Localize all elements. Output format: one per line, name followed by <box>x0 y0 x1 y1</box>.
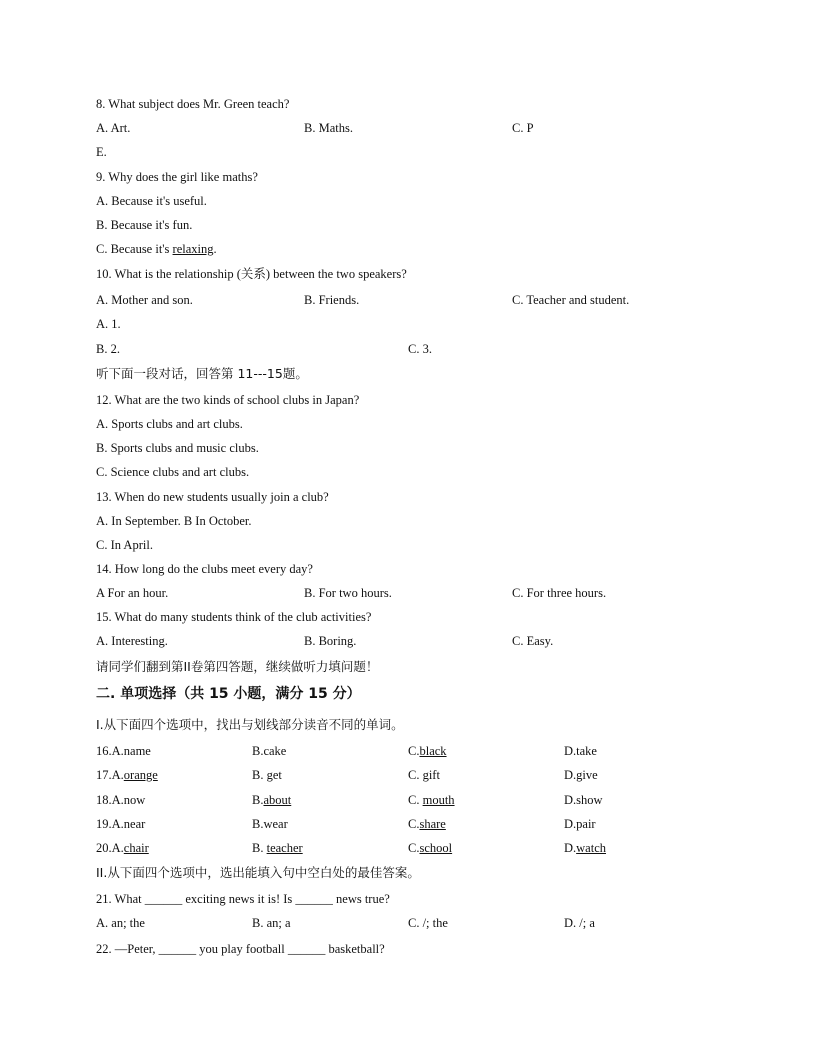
q17-option-c: C. gift <box>408 768 440 782</box>
q9-option-b: B. Because it's fun. <box>96 218 193 232</box>
question-12: 12. What are the two kinds of school clubs in Japan? <box>96 393 360 407</box>
q18-option-b: B.about <box>252 793 292 807</box>
underlined-word: teacher <box>266 841 303 855</box>
q12-option-a: A. Sports clubs and art clubs. <box>96 417 243 431</box>
q20-option-d: D.watch <box>564 841 607 855</box>
q16-option-a: 16.A.name <box>96 744 151 758</box>
underlined-word: mouth <box>422 793 455 807</box>
q15-option-a: A. Interesting. <box>96 634 168 648</box>
q10-option-a: A. Mother and son. <box>96 293 193 307</box>
underlined-word: about <box>263 793 292 807</box>
listening-instruction: 听下面一段对话，回答第 11---15题。 <box>96 366 308 381</box>
q21-option-b: B. an; a <box>252 916 291 930</box>
q13-option-c: C. In April. <box>96 538 153 552</box>
q10-option-b: B. Friends. <box>304 293 360 307</box>
question-14: 14. How long do the clubs meet every day? <box>96 562 313 576</box>
turn-page-instruction: 请同学们翻到第II卷第四答题，继续做听力填问题！ <box>96 659 379 674</box>
q8-option-b: B. Maths. <box>304 121 353 135</box>
q21-option-c: C. /; the <box>408 916 448 930</box>
q16-option-d: D.take <box>564 744 597 758</box>
q15-option-c: C. Easy. <box>512 634 554 648</box>
underlined-word: watch <box>576 841 607 855</box>
part-2-instruction: II.从下面四个选项中，选出能填入句中空白处的最佳答案。 <box>96 865 420 880</box>
q14-option-c: C. For three hours. <box>512 586 607 600</box>
q10-option-c: C. Teacher and student. <box>512 293 630 307</box>
q18-option-a: 18.A.now <box>96 793 146 807</box>
q11-option-b: B. 2. <box>96 342 120 356</box>
section-2-heading: 二. 单项选择（共 15 小题，满分 15 分） <box>96 686 361 702</box>
q18-option-c: C. mouth <box>408 793 455 807</box>
q17-option-a: 17.A.orange <box>96 768 158 782</box>
underlined-word: share <box>419 817 446 831</box>
q12-option-c: C. Science clubs and art clubs. <box>96 465 250 479</box>
part-1-instruction: I.从下面四个选项中，找出与划线部分读音不同的单词。 <box>96 717 404 732</box>
q17-option-d: D.give <box>564 768 598 782</box>
underlined-word: orange <box>123 768 158 782</box>
underlined-word: chair <box>123 841 149 855</box>
q17-option-b: B. get <box>252 768 282 782</box>
q16-option-b: B.cake <box>252 744 287 758</box>
q16-option-c: C.black <box>408 744 447 758</box>
q20-option-a: 20.A.chair <box>96 841 149 855</box>
q19-option-c: C.share <box>408 817 446 831</box>
q14-option-a: A For an hour. <box>96 586 169 600</box>
question-15: 15. What do many students think of the club activities? <box>96 610 372 624</box>
q8-option-a: A. Art. <box>96 121 131 135</box>
q20-option-b: B. teacher <box>252 841 303 855</box>
q11-option-c: C. 3. <box>408 342 432 356</box>
q8-option-c: C. P <box>512 121 534 135</box>
q20-option-c: C.school <box>408 841 453 855</box>
q9-option-c: C. Because it's relaxing. <box>96 242 217 256</box>
q21-option-d: D. /; a <box>564 916 595 930</box>
q21-option-a: A. an; the <box>96 916 145 930</box>
question-22: 22. —Peter, ______ you play football ______ basketball? <box>96 942 385 956</box>
q12-option-b: B. Sports clubs and music clubs. <box>96 441 259 455</box>
q19-option-b: B.wear <box>252 817 288 831</box>
underlined-word: school <box>419 841 453 855</box>
q18-option-d: D.show <box>564 793 603 807</box>
q19-option-a: 19.A.near <box>96 817 146 831</box>
underlined-word: relaxing <box>172 242 214 256</box>
q15-option-b: B. Boring. <box>304 634 357 648</box>
q13-options-ab: A. In September. B In October. <box>96 514 252 528</box>
q9-option-a: A. Because it's useful. <box>96 194 207 208</box>
q14-option-b: B. For two hours. <box>304 586 392 600</box>
question-9: 9. Why does the girl like maths? <box>96 170 258 184</box>
q19-option-d: D.pair <box>564 817 596 831</box>
question-21: 21. What ______ exciting news it is! Is ______ news true? <box>96 892 390 906</box>
question-13: 13. When do new students usually join a club? <box>96 490 329 504</box>
question-8: 8. What subject does Mr. Green teach? <box>96 97 290 111</box>
q8-option-c-cont: E. <box>96 145 107 159</box>
q11-option-a: A. 1. <box>96 317 121 331</box>
question-10: 10. What is the relationship (关系) between the two speakers? <box>96 267 407 281</box>
underlined-word: black <box>419 744 447 758</box>
